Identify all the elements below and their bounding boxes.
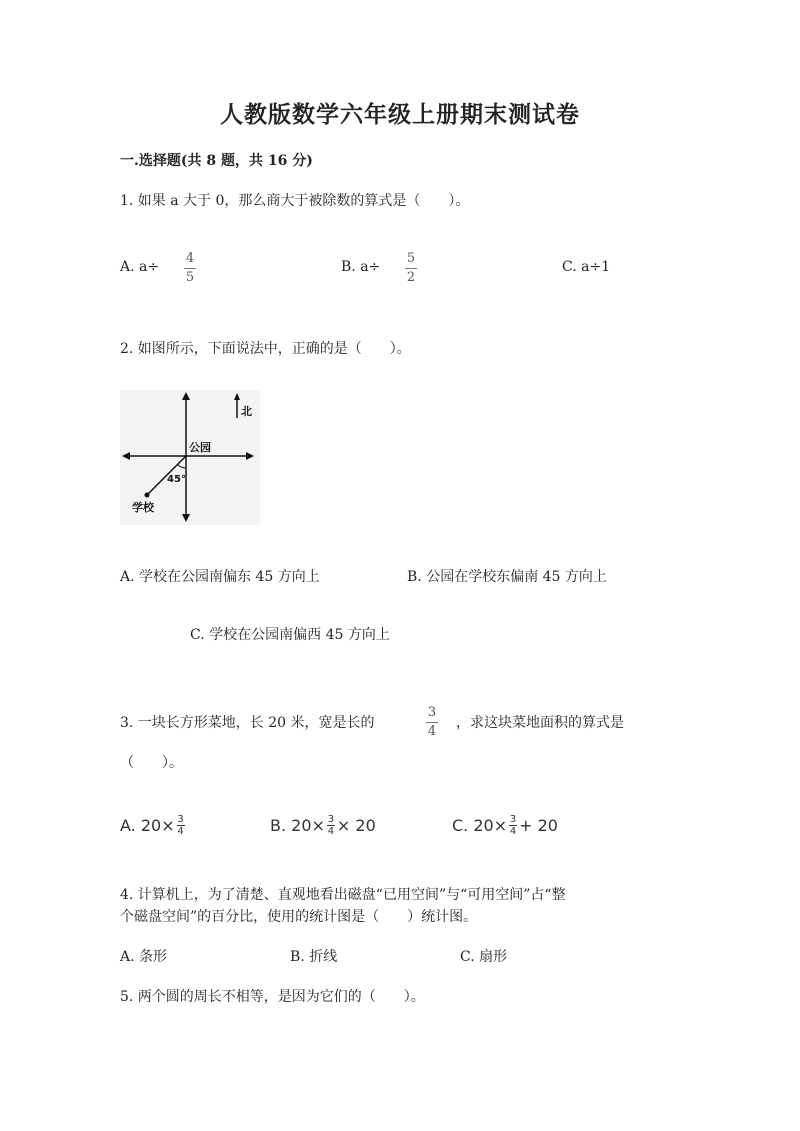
fraction-numerator: 5 bbox=[406, 251, 416, 266]
question-5: 5. 两个圆的周长不相等，是因为它们的（ ）。 bbox=[120, 989, 425, 1005]
section-heading: 一.选择题(共 8 题，共 16 分) bbox=[120, 153, 313, 169]
q4-option-b: B. 折线 bbox=[290, 949, 338, 965]
q1-option-a-prefix: A. a÷ bbox=[120, 259, 160, 275]
fraction-denominator: 4 bbox=[177, 826, 184, 837]
option-fraction bbox=[327, 814, 335, 837]
q1-option-b-prefix: B. a÷ bbox=[341, 259, 381, 275]
school-label: 学校 bbox=[132, 501, 154, 514]
q1-option-b-fraction bbox=[405, 251, 417, 286]
fraction-denominator: 4 bbox=[327, 826, 335, 837]
option-prefix: A. 20× bbox=[120, 816, 175, 835]
question-3-line2: （ ）。 bbox=[120, 755, 183, 771]
q1-option-a-fraction bbox=[184, 251, 196, 286]
question-4-line2: 个磁盘空间”的百分比，使用的统计图是（ ）统计图。 bbox=[120, 909, 478, 925]
fraction-numerator: 3 bbox=[509, 814, 517, 825]
fraction-numerator: 4 bbox=[185, 251, 195, 266]
q3-option-c bbox=[452, 814, 558, 837]
option-fraction bbox=[509, 814, 517, 837]
direction-figure bbox=[120, 390, 260, 525]
fraction-denominator: 2 bbox=[406, 270, 416, 285]
q3-fraction bbox=[426, 705, 438, 740]
page-title: 人教版数学六年级上册期末测试卷 bbox=[220, 101, 580, 128]
q2-option-b: B. 公园在学校东偏南 45 方向上 bbox=[407, 569, 607, 585]
angle-label: 45° bbox=[167, 474, 186, 485]
q2-option-c: C. 学校在公园南偏西 45 方向上 bbox=[190, 627, 390, 643]
q4-option-c: C. 扇形 bbox=[460, 949, 508, 965]
north-label: 北 bbox=[241, 405, 252, 418]
question-1: 1. 如果 a 大于 0，那么商大于被除数的算式是（ ）。 bbox=[120, 193, 470, 209]
q1-option-c: C. a÷1 bbox=[562, 259, 611, 275]
question-3-part1: 3. 一块长方形菜地，长 20 米，宽是长的 bbox=[120, 715, 375, 731]
park-label: 公园 bbox=[189, 441, 211, 454]
fraction-bar bbox=[184, 268, 196, 269]
question-3-part2: ，求这块菜地面积的算式是 bbox=[456, 715, 624, 731]
option-suffix: × 20 bbox=[336, 816, 376, 835]
fraction-numerator: 3 bbox=[327, 814, 335, 825]
fraction-numerator: 3 bbox=[177, 814, 184, 825]
option-prefix: B. 20× bbox=[270, 816, 325, 835]
option-prefix: C. 20× bbox=[452, 816, 508, 835]
option-suffix: + 20 bbox=[519, 816, 558, 835]
option-fraction bbox=[177, 814, 185, 837]
fraction-bar bbox=[426, 722, 438, 723]
q4-option-a: A. 条形 bbox=[120, 949, 168, 965]
q3-option-a bbox=[120, 814, 187, 837]
fraction-denominator: 4 bbox=[509, 826, 517, 837]
q2-option-a: A. 学校在公园南偏东 45 方向上 bbox=[120, 569, 320, 585]
question-2: 2. 如图所示，下面说法中，正确的是（ ）。 bbox=[120, 341, 411, 357]
fraction-bar bbox=[405, 268, 417, 269]
school-point bbox=[145, 493, 150, 498]
direction-diagram bbox=[120, 390, 260, 525]
question-4-line1: 4. 计算机上，为了清楚、直观地看出磁盘“已用空间”与“可用空间”占“整 bbox=[120, 887, 566, 903]
q3-option-b bbox=[270, 814, 376, 837]
fraction-denominator: 5 bbox=[185, 270, 195, 285]
fraction-denominator: 4 bbox=[427, 724, 437, 739]
fraction-numerator: 3 bbox=[427, 705, 437, 720]
